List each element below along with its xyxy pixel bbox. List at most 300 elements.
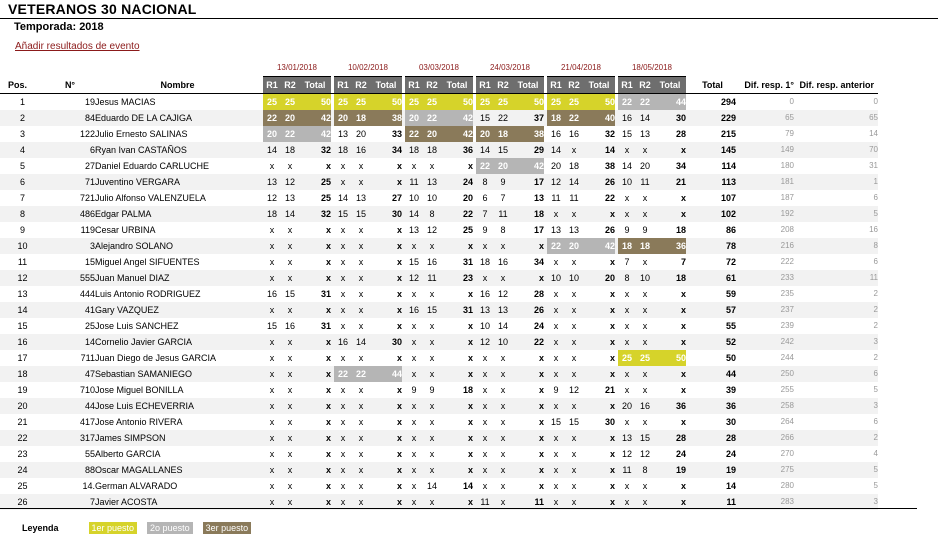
cell-event-total: 7 [680,257,686,267]
cell-r1: x [334,430,352,446]
cell-event-total: 22 [441,206,473,222]
cell-event-total: 19 [654,462,686,478]
cell-diff-prev: 6 [794,366,878,382]
cell-r2: x [642,417,648,427]
cell-r1: x [334,270,352,286]
cell-r1: 12 [621,449,632,459]
cell-event-total: x [583,366,615,382]
cell-r1: 13 [550,225,561,235]
title-divider [0,18,938,19]
cell-event-total: x [441,366,473,382]
cell-r2: x [358,257,364,267]
cell-grand-total: 28 [689,430,736,446]
cell-grand-total: 14 [725,481,736,491]
cell-event-total: x [325,161,331,171]
cell-r1: 15 [476,110,494,126]
cell-r1: x [482,481,488,491]
cell-r1: 22 [547,238,565,254]
cell-r1: x [482,417,488,427]
cell-r1: x [624,385,630,395]
cell-r1: 25 [618,350,636,366]
event-header-row [0,60,878,77]
cell-event-total: x [512,430,544,446]
cell-r1: 14 [337,193,348,203]
cell-grand-total: 72 [725,257,736,267]
cell-diff-first: 181 [736,174,794,190]
cell-num: 88 [45,462,95,478]
cell-r2: 15 [352,206,370,222]
cell-r2: x [429,353,435,363]
cell-r2: 13 [568,225,579,235]
cell-r1: x [618,334,636,350]
cell-r2: x [281,302,299,318]
cell-r1: x [269,481,275,491]
col-header-r1: R1 [618,77,636,94]
cell-event-total: 34 [370,142,402,158]
cell-r2: x [287,449,293,459]
cell-event-total: x [583,398,615,414]
cell-r1: 13 [618,430,636,446]
cell-r1: x [263,302,281,318]
cell-r1: x [334,238,352,254]
cell-diff-prev: 5 [794,206,878,222]
cell-r2: x [642,321,648,331]
cell-r1: 22 [263,110,281,126]
cell-event-total: x [441,462,473,478]
cell-r2: x [565,462,583,478]
cell-r1: x [405,238,423,254]
cell-diff-first: 208 [780,225,794,234]
cell-num: 122 [79,129,95,139]
cell-name: Cesar URBINA [95,225,156,235]
table-row [0,110,878,126]
cell-grand-total: 215 [720,129,736,139]
cell-event-total: 23 [441,270,473,286]
cell-diff-prev: 14 [869,129,878,138]
cell-name: Juan Diego de Jesus GARCIA [95,353,217,363]
cell-diff-first: 65 [736,110,794,126]
cell-r1: x [411,417,417,427]
cell-r2: x [565,206,583,222]
cell-r2: x [494,238,512,254]
col-header-total: Total [370,77,402,94]
cell-r1: x [405,398,423,414]
table-row [0,206,878,222]
col-header-diff-prev: Dif. resp. anterior [799,79,874,90]
cell-grand-total: 61 [689,270,736,286]
cell-r1: 20 [476,126,494,142]
cell-event-total: 24 [533,321,544,331]
cell-r1: x [476,462,494,478]
cell-event-total: 31 [320,289,331,299]
cell-diff-first: 283 [736,494,794,510]
cell-event-total: x [396,225,402,235]
cell-r1: x [547,334,565,350]
cell-diff-prev: 2 [873,353,878,362]
cell-diff-first: 258 [736,398,794,414]
cell-event-total: x [325,449,331,459]
cell-r1: x [263,334,281,350]
cell-grand-total: 30 [725,417,736,427]
cell-r1: 12 [405,270,423,286]
cell-num: 3 [45,238,95,254]
cell-event-total: x [299,430,331,446]
cell-r2: 20 [494,158,512,174]
cell-r1: x [334,398,352,414]
cell-name: Alberto GARCIA [95,449,161,459]
cell-name: Alejandro SOLANO [95,238,260,254]
cell-r2: x [352,398,370,414]
cell-r2: x [642,289,648,299]
cell-pos: 25 [17,481,28,491]
cell-diff-prev: 2 [873,321,878,330]
cell-r2: x [287,481,293,491]
cell-grand-total: 78 [689,238,736,254]
cell-r1: x [547,206,565,222]
cell-num: 19 [84,97,95,107]
cell-r2: x [352,462,370,478]
cell-r1: x [405,334,423,350]
cell-event-total: 34 [675,161,686,171]
cell-event-total: 42 [583,238,615,254]
cell-r2: x [287,385,293,395]
cell-name: Edgar PALMA [95,206,260,222]
table-row [0,190,878,206]
cell-diff-first: 275 [736,462,794,478]
cell-r1: 10 [547,270,565,286]
cell-event-total: x [538,481,544,491]
cell-r1: 15 [266,321,277,331]
table-row [0,382,878,398]
cell-r2: 16 [284,321,295,331]
cell-r2: x [287,225,293,235]
cell-event-total: x [441,430,473,446]
cell-name: Luis Antonio RODRIGUEZ [95,289,201,299]
cell-r2: x [500,353,506,363]
cell-grand-total: 52 [689,334,736,350]
cell-r1: x [618,206,636,222]
table-row [0,174,878,190]
cell-name: James SIMPSON [95,430,260,446]
cell-r1: 11 [476,494,494,510]
cell-r2: 8 [423,206,441,222]
cell-r2: x [565,366,583,382]
cell-name: Jose Antonio RIVERA [95,417,183,427]
cell-num: 710 [79,385,95,395]
cell-pos: 18 [0,366,45,382]
cell-r2: x [281,366,299,382]
cell-r2: x [494,462,512,478]
cell-r1: x [340,449,346,459]
cell-r1: x [340,481,346,491]
cell-r1: x [547,494,565,510]
cell-r2: 22 [423,110,441,126]
cell-r1: 18 [479,257,490,267]
cell-event-total: 37 [512,110,544,126]
cell-event-total: 28 [654,430,686,446]
cell-event-total: x [396,257,402,267]
cell-r2: x [358,353,364,363]
cell-diff-first: 149 [736,142,794,158]
cell-grand-total: 107 [720,193,736,203]
cell-r2: 18 [352,110,370,126]
cell-event-total: 50 [441,94,473,111]
cell-r1: x [624,193,630,203]
cell-grand-total: 102 [689,206,736,222]
cell-name: Juan Manuel DIAZ [95,270,260,286]
table-row [0,238,878,254]
cell-r1: 20 [405,110,423,126]
cell-event-total: x [299,334,331,350]
col-header-num: N° [64,79,76,90]
cell-event-total: x [370,430,402,446]
cell-r2: 20 [565,238,583,254]
cell-r1: x [411,161,417,171]
cell-r1: x [334,462,352,478]
cell-r1: x [547,462,565,478]
cell-event-total: x [512,398,544,414]
cell-event-total: 34 [533,257,544,267]
cell-event-total: x [654,206,686,222]
cell-r2: 10 [636,270,654,286]
cell-r1: 16 [334,334,352,350]
cell-r2: 13 [639,129,650,139]
cell-r1: 13 [408,225,419,235]
cell-r2: x [571,353,577,363]
cell-r1: 13 [263,174,281,190]
cell-event-total: x [512,462,544,478]
cell-diff-prev: 8 [794,238,878,254]
col-header-r2: R2 [565,77,583,94]
cell-r2: 20 [423,126,441,142]
cell-r2: 9 [642,225,648,235]
cell-r2: 16 [352,142,370,158]
col-header-pos: Pos. [8,79,28,90]
table-row [0,478,878,494]
cell-event-total: 25 [320,193,331,203]
cell-r2: x [281,238,299,254]
cell-event-total: 50 [512,94,544,111]
cell-r1: x [269,385,275,395]
cell-event-total: x [512,238,544,254]
table-row [0,350,878,366]
cell-r1: x [553,289,559,299]
cell-event-total: 27 [391,193,402,203]
cell-name: Julio Ernesto SALINAS [95,129,188,139]
cell-r2: x [500,449,506,459]
cell-r2: 8 [500,225,506,235]
cell-pos: 8 [0,206,45,222]
cell-diff-first: 239 [780,321,794,330]
cell-r2: x [636,494,654,510]
cell-r2: 14 [426,481,437,491]
cell-r2: x [494,270,512,286]
event-date-2: 10/02/2018 [334,60,402,77]
cell-r2: 14 [281,206,299,222]
cell-r1: x [263,270,281,286]
cell-r1: 16 [405,302,423,318]
cell-event-total: 31 [320,321,331,331]
cell-r1: 16 [618,110,636,126]
season-label: Temporada: 2018 [14,21,104,33]
cell-r1: x [269,417,275,427]
cell-r2: x [565,142,583,158]
cell-num: 6 [45,142,95,158]
cell-event-total: 17 [512,174,544,190]
cell-num: 25 [84,321,95,331]
cell-r1: x [476,270,494,286]
add-results-link[interactable]: Añadir resultados de evento [15,41,140,52]
col-header-total: Total [654,77,686,94]
cell-diff-prev: 3 [794,398,878,414]
cell-r1: 9 [624,225,630,235]
cell-r1: 14 [547,142,565,158]
cell-r1: x [340,321,346,331]
cell-r2: 7 [500,193,506,203]
cell-r2: x [636,366,654,382]
cell-r1: x [553,481,559,491]
event-date-5: 21/04/2018 [547,60,615,77]
cell-r2: 25 [423,94,441,111]
col-header-r1: R1 [334,77,352,94]
cell-grand-total: 59 [725,289,736,299]
cell-diff-prev: 0 [873,97,878,106]
cell-event-total: 32 [299,142,331,158]
cell-r1: 20 [263,126,281,142]
cell-event-total: x [396,353,402,363]
cell-name: Jose Luis SANCHEZ [95,321,179,331]
cell-r1: 6 [482,193,488,203]
cell-r1: 12 [547,174,565,190]
legend-first-place: 1er puesto [89,522,138,534]
cell-pos: 24 [0,462,45,478]
cell-r2: 14 [636,110,654,126]
cell-event-total: 22 [512,334,544,350]
cell-diff-prev: 1 [794,174,878,190]
cell-event-total: x [583,302,615,318]
cell-event-total: x [396,161,402,171]
cell-event-total: 44 [370,366,402,382]
cell-diff-first: 180 [780,161,794,170]
cell-grand-total: 114 [721,161,736,171]
cell-r2: 13 [355,193,366,203]
cell-pos: 10 [0,238,45,254]
cell-diff-prev: 2 [794,302,878,318]
cell-event-total: 30 [604,417,615,427]
cell-r2: 15 [494,142,512,158]
cell-r1: x [547,430,565,446]
table-row [0,158,878,174]
cell-event-total: x [467,417,473,427]
cell-event-total: x [325,385,331,395]
cell-r1: x [476,398,494,414]
cell-r2: x [287,257,293,267]
cell-r2: 20 [639,161,650,171]
table-row [0,398,878,414]
cell-r2: x [281,398,299,414]
cell-r1: x [269,449,275,459]
cell-r2: 18 [423,142,441,158]
cell-diff-first: 222 [780,257,794,266]
cell-r1: x [618,494,636,510]
cell-r1: 9 [411,385,417,395]
cell-r2: 10 [426,193,437,203]
col-header-name: Nombre [160,79,195,90]
cell-r1: 11 [551,193,561,203]
cell-event-total: x [370,238,402,254]
cell-grand-total: 113 [689,174,736,190]
cell-r2: x [565,430,583,446]
cell-event-total: x [609,321,615,331]
cell-r2: 14 [352,334,370,350]
cell-r2: 18 [636,238,654,254]
cell-r1: 20 [550,161,561,171]
legend-label: Leyenda [22,523,59,533]
cell-r1: x [340,353,346,363]
cell-event-total: x [370,462,402,478]
cell-r2: x [423,334,441,350]
cell-r1: 18 [334,142,352,158]
cell-event-total: 42 [299,110,331,126]
cell-num: 444 [79,289,95,299]
table-row [0,302,878,318]
cell-r2: 9 [494,174,512,190]
cell-r2: x [287,353,293,363]
cell-pos: 17 [17,353,28,363]
cell-r1: 8 [476,174,494,190]
cell-event-total: x [583,462,615,478]
cell-r1: x [340,225,346,235]
cell-num: 47 [45,366,95,382]
cell-r1: x [624,417,630,427]
cell-r1: x [618,366,636,382]
cell-event-total: 38 [604,161,615,171]
cell-event-total: x [441,494,473,510]
cell-r2: x [500,481,506,491]
cell-r2: x [352,270,370,286]
cell-pos: 12 [0,270,45,286]
cell-r2: 13 [423,174,441,190]
cell-event-total: x [680,289,686,299]
cell-event-total: x [583,430,615,446]
cell-r1: x [411,353,417,363]
cell-r2: x [423,238,441,254]
cell-grand-total: 50 [725,353,736,363]
cell-pos: 9 [19,225,25,235]
cell-event-total: 18 [512,206,544,222]
cell-event-total: 20 [583,270,615,286]
cell-r2: x [642,193,648,203]
cell-event-total: x [609,353,615,363]
cell-r1: x [624,289,630,299]
cell-pos: 11 [17,257,28,267]
cell-event-total: 32 [604,129,615,139]
cell-r1: 20 [618,398,636,414]
cell-grand-total: 24 [725,449,736,459]
cell-diff-first: 280 [780,481,794,490]
col-header-r1: R1 [476,77,494,94]
cell-num: 14 [45,334,95,350]
cell-event-total: x [396,481,402,491]
col-header-r1: R1 [405,77,423,94]
cell-r1: x [334,174,352,190]
cell-event-total: 36 [654,398,686,414]
col-header-total: Total [441,77,473,94]
cell-r2: 12 [639,449,650,459]
cell-pos: 1 [19,97,25,107]
cell-r2: 11 [569,193,579,203]
cell-r1: 12 [266,193,277,203]
